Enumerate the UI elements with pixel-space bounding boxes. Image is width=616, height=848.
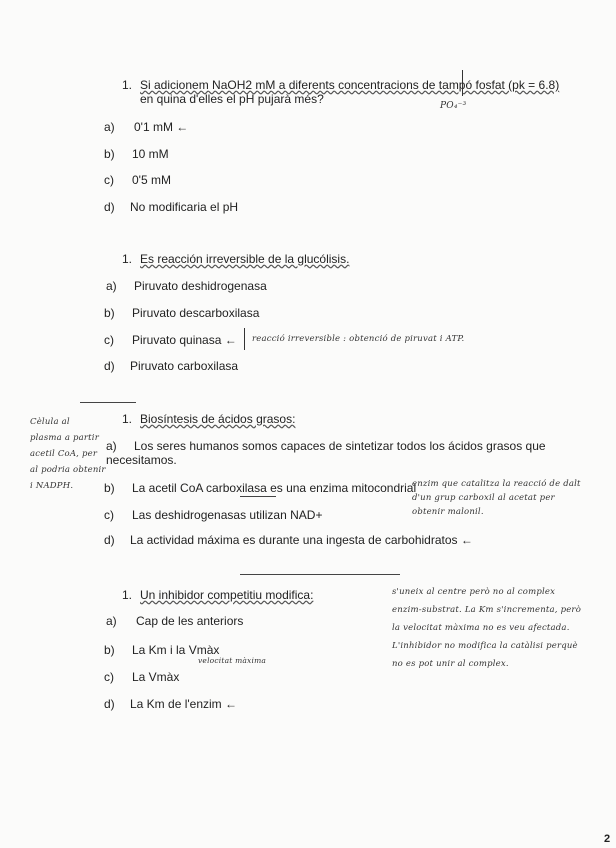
option-letter: d) <box>104 200 115 214</box>
handwritten-margin-line: i NADPH. <box>30 481 74 491</box>
option-text: 0'5 mM <box>132 173 171 187</box>
handwritten-arrow <box>462 70 463 96</box>
option-letter: a) <box>106 439 117 453</box>
handwritten-note: reacció irreversible : obtenció de piruvat i ATP. <box>252 334 465 344</box>
handwritten-note-line: enzim que catalitza la reacció de dalt <box>412 479 581 489</box>
option-text: La Vmàx <box>132 670 180 684</box>
option-text: La acetil CoA carboxilasa es una enzima mitocondrial <box>132 481 417 495</box>
handwritten-margin-line: al podria obtenir <box>30 465 106 475</box>
handwritten-bracket <box>244 328 245 350</box>
option-letter: a) <box>106 279 117 293</box>
option-letter: d) <box>104 697 115 711</box>
option-letter: a) <box>104 120 115 134</box>
option-text: Cap de les anteriors <box>136 614 244 628</box>
option-letter: b) <box>104 643 115 657</box>
option-letter: c) <box>104 173 114 187</box>
page-number: 2 <box>604 833 611 845</box>
option-text: 0'1 mM ← <box>134 120 189 134</box>
handwritten-arrow-line <box>80 402 136 403</box>
handwritten-margin-line: Cèlula al <box>30 417 70 427</box>
underline-mark <box>240 496 276 497</box>
option-text: Los seres humanos somos capaces de sintetizar todos los ácidos grasos que <box>134 439 546 453</box>
option-text: Piruvato descarboxilasa <box>132 306 260 320</box>
question-number: 1. <box>122 252 133 266</box>
handwritten-arrow-line <box>240 574 400 575</box>
option-letter: d) <box>104 533 115 547</box>
option-letter: b) <box>104 147 115 161</box>
option-text: 10 mM <box>132 147 169 161</box>
question-stem-line: Es reacción irreversible de la glucólisis. <box>140 252 350 266</box>
question-number: 1. <box>122 412 133 426</box>
handwritten-note-line: L'inhibidor no modifica la catàlisi perquè <box>392 641 578 651</box>
handwritten-margin-line: plasma a partir <box>30 433 99 443</box>
question-stem-line: Un inhibidor competitiu modifica: <box>140 588 314 602</box>
handwritten-note-line: obtenir malonil. <box>412 507 484 517</box>
question-stem <box>140 78 559 92</box>
handwritten-note-line: d'un grup carboxil al acetat per <box>412 493 555 503</box>
option-letter: d) <box>104 359 115 373</box>
option-text: Piruvato quinasa ← <box>132 333 237 347</box>
option-letter: b) <box>104 306 115 320</box>
handwritten-annotation: PO₄⁻³ <box>440 101 467 111</box>
option-text: La Km i la Vmàx <box>132 643 220 657</box>
option-text: Las deshidrogenasas utilizan NAD+ <box>132 508 323 522</box>
option-text: No modificaria el pH <box>130 200 239 214</box>
handwritten-margin-line: acetil CoA, per <box>30 449 98 459</box>
option-letter: c) <box>104 508 114 522</box>
handwritten-note-line: no es pot unir al complex. <box>392 659 509 669</box>
question-stem <box>140 588 313 602</box>
question-stem <box>140 252 349 266</box>
question-number: 1. <box>122 78 133 92</box>
option-text-continued: necesitamos. <box>106 453 177 467</box>
option-text: Piruvato carboxilasa <box>130 359 239 373</box>
question-stem-line: Biosíntesis de ácidos grasos: <box>140 412 296 426</box>
option-letter: a) <box>106 614 117 628</box>
handwritten-note-line: la velocitat màxima no es veu afectada. <box>392 623 570 633</box>
question-stem-line2: en quina d'elles el pH pujarà més? <box>140 92 324 106</box>
option-letter: c) <box>104 670 114 684</box>
handwritten-note: velocitat màxima <box>198 656 267 665</box>
option-letter: b) <box>104 481 115 495</box>
handwritten-note-line: s'uneix al centre però no al complex <box>392 587 556 597</box>
option-text: La actividad máxima es durante una ingesta de carbohidratos ← <box>130 533 473 547</box>
question-stem-line: Si adicionem NaOH2 mM a diferents concentracions de tampó fosfat (pk = 6.8) <box>140 78 560 92</box>
option-letter: c) <box>104 333 114 347</box>
option-text: La Km de l'enzim ← <box>130 697 237 711</box>
handwritten-note-line: enzim-substrat. La Km s'incrementa, però <box>392 605 582 615</box>
question-stem <box>140 412 295 426</box>
question-number: 1. <box>122 588 133 602</box>
option-text: Piruvato deshidrogenasa <box>134 279 267 293</box>
